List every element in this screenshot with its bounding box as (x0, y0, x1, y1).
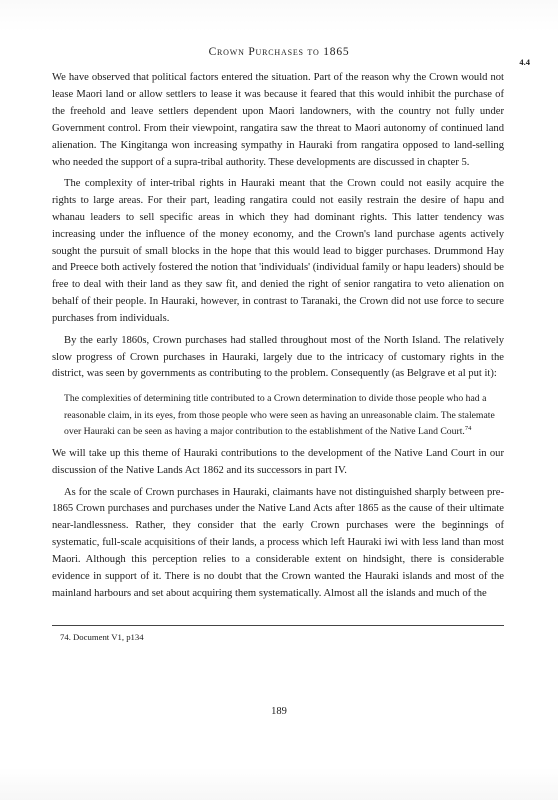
block-quote (64, 391, 504, 440)
running-head: Crown Purchases to 1865 (208, 46, 350, 58)
footnote-reference: 74 (464, 424, 472, 432)
block-quote-text: The complexities of determining title contributed to a Crown determination to divide those people who had a reasonable claim, in its eyes, from those people who were seen as having an unreasonable claim. The stalemate over Hauraki can be seen as having a major contribution to the establishment of the Native Land Court. (64, 393, 495, 437)
page-number: 189 (271, 706, 287, 717)
paragraph: As for the scale of Crown purchases in Hauraki, claimants have not distinguished sharply between pre-1865 Crown purchases and purchases under the Native Land Acts after 1865 as the cause of their ultimate near-landlessness. Rather, they consider that the early Crown purchases were the beginnings of systematic, full-scale acquisitions of their lands, a process which left Hauraki iwi with less land than most Maori. Although this perception relies to a considerable extent on hindsight, there is considerable evidence in support of it. There is no doubt that the Crown wanted the Hauraki islands and most of the mainland harbours and set about acquiring them systematically. Almost all the islands and much of the (52, 486, 504, 599)
paragraph: We will take up this theme of Hauraki contributions to the development of the Native Land Court in our discussion of the Native Lands Act 1862 and its successors in part IV. (52, 448, 504, 477)
paragraph: The complexity of inter-tribal rights in Hauraki meant that the Crown could not easily acquire the rights to large areas. For their part, leading rangatira could not easily restrain the desire of hapu and whanau leaders to sell specific areas in which they had dominant rights. This latter tendency was increasing under the influence of the money economy, and the Crown's land purchase agents actively sought the pursuit of small blocks in the hope that this would lead to bigger purchases. Drummond Hay and Preece both actively fostered the notion that 'individuals' (individual family or hapu leaders) should be free to deal with their land as they saw fit, and denied the right of senior rangatira to veto alienation on behalf of their people. In Hauraki, however, in contrast to Taranaki, the Crown did not use force to secure purchases from individuals. (52, 177, 504, 325)
paragraph: We have observed that political factors entered the situation. Part of the reason why the Crown would not lease Maori land or allow settlers to lease it was because it feared that this would inhibit the purchase of the freehold and leave settlers dependent upon Maori landowners, with the country not fully under Government control. From their viewpoint, rangatira saw the threat to Maori autonomy of continued land alienation. The Kingitanga won increasing sympathy in Hauraki from rangatira opposed to land-selling who needed the support of a supra-tribal authority. These developments are discussed in chapter 5. (52, 72, 504, 168)
main-text (52, 70, 504, 603)
footnote-divider (52, 625, 504, 626)
section-number: 4.4 (519, 57, 530, 67)
footnote: 74. Document V1, p134 (60, 632, 144, 642)
paragraph: By the early 1860s, Crown purchases had stalled throughout most of the North Island. The relatively slow progress of Crown purchases in Hauraki, largely due to the intricacy of customary rights in the district, was seen by governments as contributing to the problem. Consequently (as Belgrave et al put it): (52, 334, 504, 380)
